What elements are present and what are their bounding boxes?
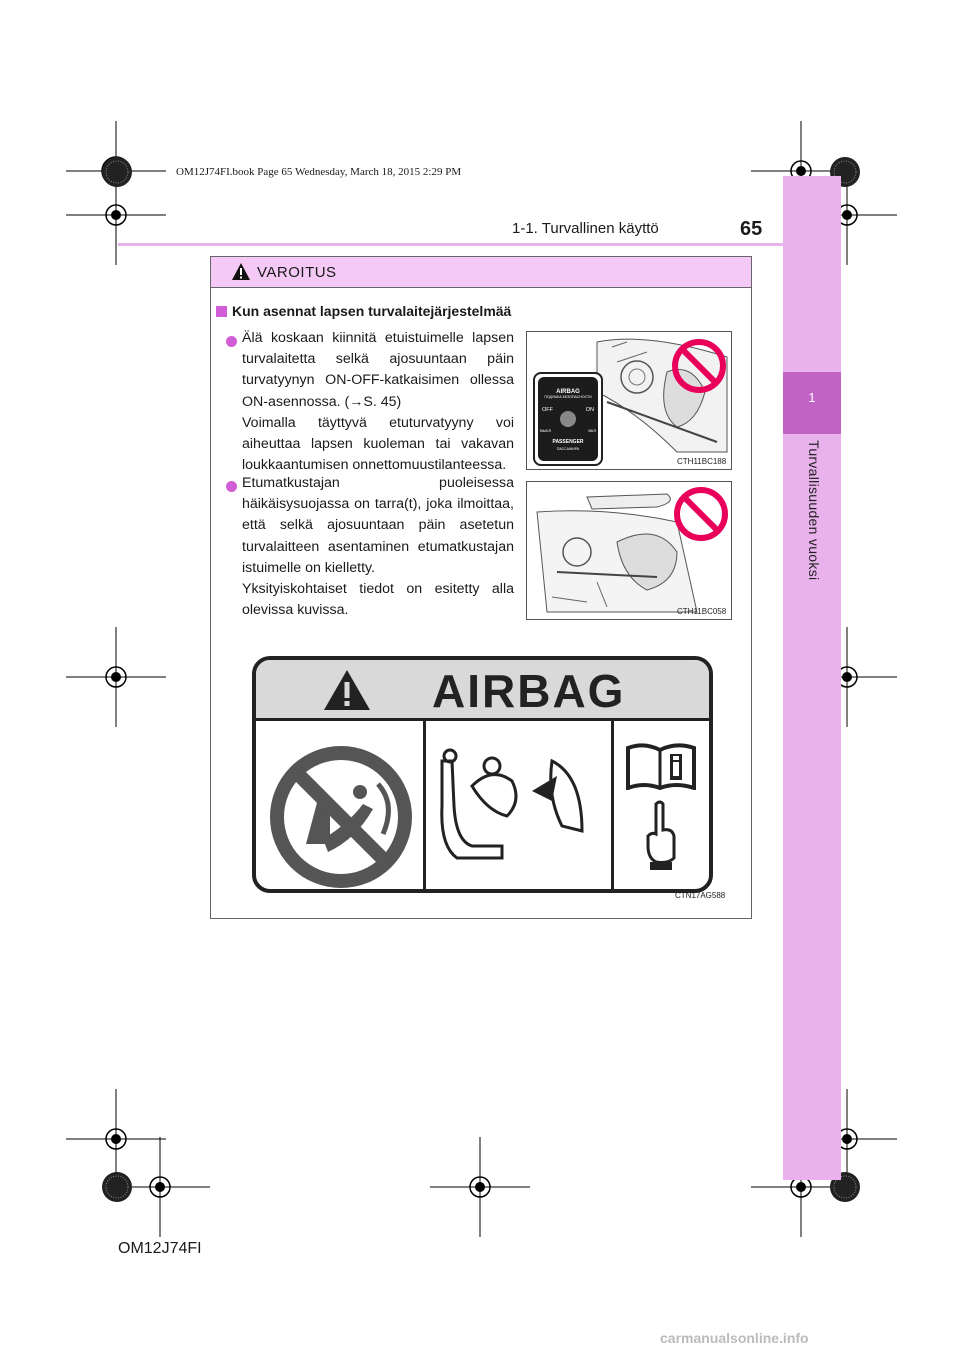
chapter-title: Turvallisuuden vuoksi [806, 440, 822, 581]
warning-subheading: Kun asennat lapsen turvalaitejärjestelmää [216, 303, 511, 319]
prohibition-icon [673, 486, 729, 542]
label-divider [611, 718, 614, 889]
switch-plate [538, 377, 598, 461]
figure-code: CTH11BC058 [677, 607, 727, 616]
child-seat-icon [432, 746, 602, 876]
switch-knob [560, 411, 576, 427]
bullet-icon [226, 336, 237, 347]
bullet-icon [226, 481, 237, 492]
airbag-switch-panel [533, 372, 603, 466]
warning-triangle-icon [231, 262, 251, 281]
book-info: OM12J74FI.book Page 65 Wednesday, March 18, 2015 2:29 PM [176, 166, 462, 178]
switch-passenger-label: PASSENGER [552, 439, 584, 445]
registration-mark-icon [100, 155, 134, 189]
switch-off-label: OFF [542, 407, 553, 413]
bullet-text: Yksityiskohtaiset tiedot on esitetty alla olevissa kuvissa. [242, 581, 514, 619]
chapter-sidebar [783, 176, 841, 1180]
registration-mark-icon [66, 627, 166, 727]
warning-triangle-icon [322, 668, 372, 712]
airbag-label-title: AIRBAG [432, 665, 626, 717]
switch-on-ru-label: ВКЛ [588, 428, 596, 433]
manual-info-icon [626, 740, 696, 790]
watermark: carmanualsonline.info [660, 1330, 809, 1346]
chapter-number: 1 [808, 390, 816, 405]
prohibition-icon [671, 338, 727, 394]
figure-code: CTN17AG588 [675, 891, 726, 900]
switch-on-label: ON [585, 407, 594, 413]
page-number: 65 [740, 218, 763, 240]
airbag-label [252, 656, 713, 893]
label-divider [423, 718, 426, 889]
bullet-text: Etumatkustajan puoleisessa häikäisysuojassa on tarra(t), joka ilmoittaa, että selkä ajosuuntaan päin asetetun turvalaitteen asentaminen etumatkustajan istuimelle on kielletty. [242, 475, 514, 576]
header-divider [118, 243, 783, 246]
registration-mark-icon [430, 1137, 530, 1237]
warning-label: VAROITUS [257, 264, 337, 281]
pointing-hand-icon [642, 800, 680, 872]
warning-header [211, 257, 751, 288]
figure-code: CTH11BC188 [677, 457, 727, 466]
bullet-paragraph [242, 328, 514, 476]
figure-airbag-switch [526, 331, 732, 470]
airbag-label-header [256, 660, 709, 721]
switch-subtitle: ПОДУШКА БЕЗОПАСНОСТИ [544, 395, 592, 399]
switch-off-ru-label: ВЫКЛ [540, 428, 552, 433]
figure-sun-visor [526, 481, 732, 620]
square-bullet-icon [216, 306, 227, 317]
footer-code: OM12J74FI [118, 1240, 202, 1257]
switch-passenger-ru-label: ПАССАЖИРА [556, 447, 580, 451]
section-title: 1-1. Turvallinen käyttö [512, 220, 659, 237]
bullet-text: Älä koskaan kiinnitä etuistuimelle lapsen turvalaitetta selkä ajosuuntaan päin turvatyynyn ON-OFF-katkaisimen ollessa ON-asennossa. (→S. 45) [242, 330, 514, 410]
no-rear-facing-seat-icon [268, 744, 414, 890]
bullet-paragraph [242, 473, 514, 621]
registration-mark-icon [100, 1170, 134, 1204]
bullet-text: Voimalla täyttyvä etuturvatyyny voi aiheuttaa lapsen kuoleman tai vakavan loukkaantumisen onnettomuustilanteessa. [242, 414, 514, 474]
switch-title: AIRBAG [556, 389, 580, 395]
